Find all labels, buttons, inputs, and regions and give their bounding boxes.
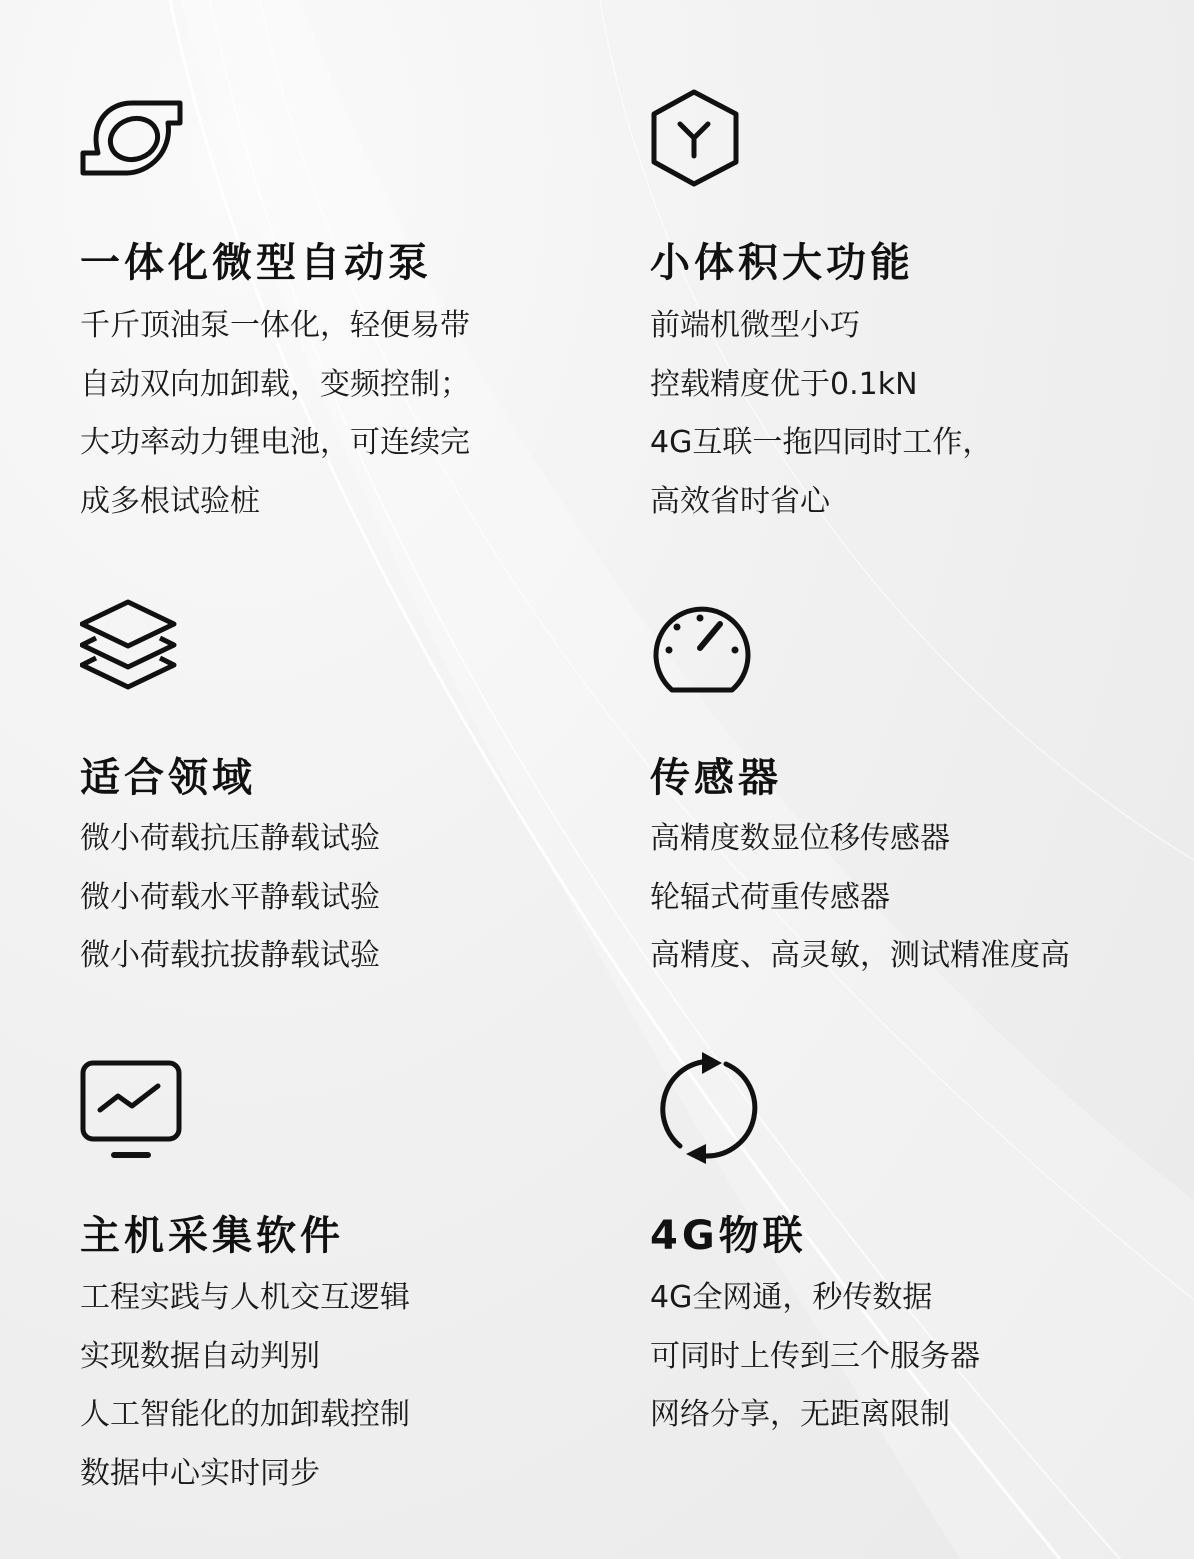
feature-description xyxy=(650,1269,980,1445)
feature-title: 一体化微型自动泵 xyxy=(80,240,432,286)
feature-description xyxy=(650,297,992,531)
feature-line: 微小荷载水平静载试验 xyxy=(80,879,380,915)
feature-line: 千斤顶油泵一体化，轻便易带 xyxy=(80,308,470,343)
feature-line: 控载精度优于0.1kN xyxy=(650,366,918,402)
feature-line: 可同时上传到三个服务器 xyxy=(650,1338,980,1374)
feature-line: 实现数据自动判别 xyxy=(80,1338,320,1374)
feature-line: 高精度、高灵敏，测试精准度高 xyxy=(650,938,1070,973)
feature-line: 微小荷载抗压静载试验 xyxy=(80,821,380,856)
feature-line: 前端机微型小巧 xyxy=(650,308,860,343)
feature-line: 自动双向加卸载，变频控制； xyxy=(80,366,470,402)
feature-line: 人工智能化的加卸载控制 xyxy=(80,1397,410,1432)
feature-description xyxy=(80,810,380,986)
feature-title: 适合领域 xyxy=(80,755,256,801)
feature-line: 4G全网通，秒传数据 xyxy=(650,1280,933,1315)
feature-line: 高效省时省心 xyxy=(650,483,830,519)
feature-line: 轮辐式荷重传感器 xyxy=(650,879,890,915)
hexagon-cube-icon xyxy=(650,88,760,198)
feature-line: 微小荷载抗拔静载试验 xyxy=(80,938,380,973)
pump-icon xyxy=(80,95,190,205)
feature-line: 数据中心实时同步 xyxy=(80,1455,320,1491)
gauge-icon xyxy=(650,598,760,708)
feature-title: 小体积大功能 xyxy=(650,240,914,286)
feature-line: 大功率动力锂电池，可连续完 xyxy=(80,425,470,460)
feature-line: 网络分享，无距离限制 xyxy=(650,1397,950,1432)
feature-title: 传感器 xyxy=(650,755,782,801)
feature-description xyxy=(80,297,470,531)
feature-line: 成多根试验桩 xyxy=(80,483,260,519)
monitor-chart-icon xyxy=(80,1058,190,1168)
layers-icon xyxy=(80,598,190,708)
sync-arrows-icon xyxy=(650,1050,760,1160)
feature-title: 4G物联 xyxy=(650,1213,807,1259)
feature-line: 工程实践与人机交互逻辑 xyxy=(80,1280,410,1315)
feature-description xyxy=(80,1269,410,1503)
feature-line: 高精度数显位移传感器 xyxy=(650,821,950,856)
feature-title: 主机采集软件 xyxy=(80,1213,344,1259)
feature-line: 4G互联一拖四同时工作， xyxy=(650,425,993,460)
feature-description xyxy=(650,810,1070,986)
